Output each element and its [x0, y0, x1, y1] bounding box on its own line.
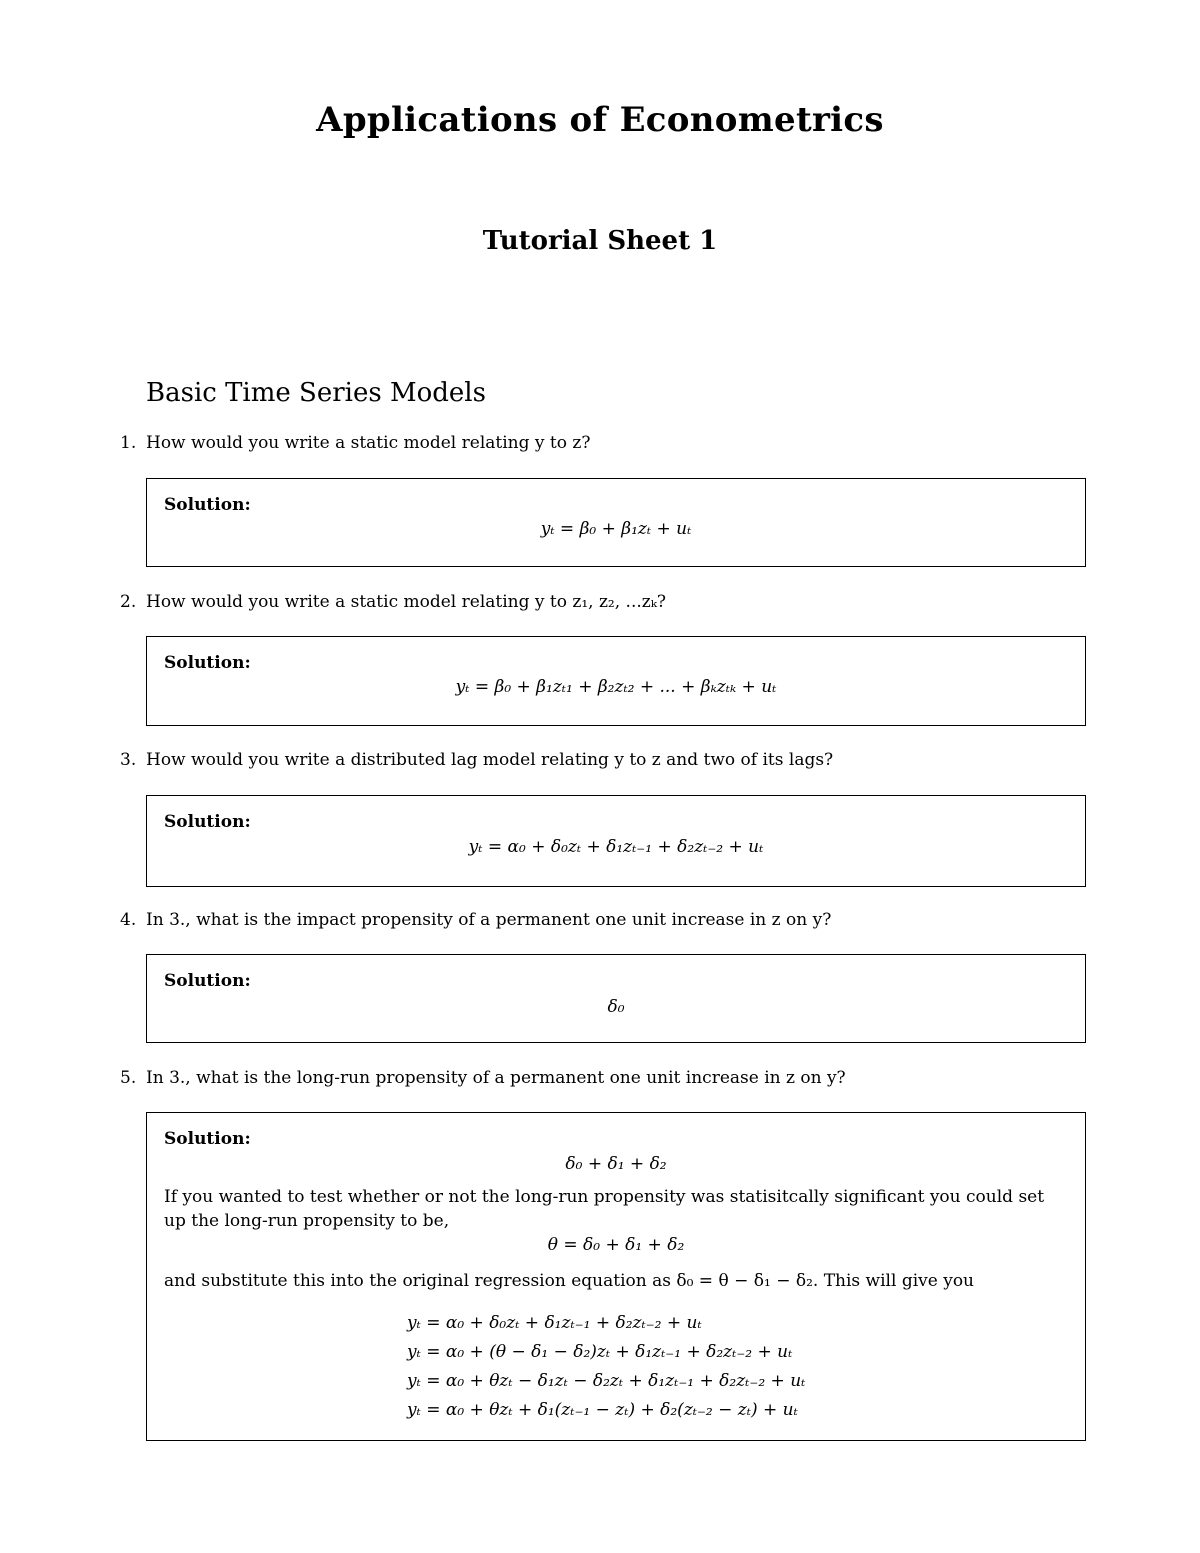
solution-box-5 — [146, 1112, 1086, 1441]
derivation-line: yₜ = α₀ + θzₜ − δ₁zₜ − δ₂zₜ + δ₁zₜ₋₁ + δ₂zₜ₋₂ + uₜ — [407, 1371, 806, 1391]
question-3 — [120, 749, 833, 771]
solution-equation: yₜ = α₀ + δ₀zₜ + δ₁zₜ₋₁ + δ₂zₜ₋₂ + uₜ — [468, 837, 764, 857]
solution-paragraph: and substitute this into the original regression equation as δ₀ = θ − δ₁ − δ₂. This will give you — [164, 1271, 974, 1291]
solution-label: Solution: — [164, 971, 251, 991]
solution-box-4 — [146, 954, 1086, 1043]
solution-equation: δ₀ — [607, 997, 625, 1017]
question-1 — [120, 432, 590, 454]
question-text: In 3., what is the long-run propensity of a permanent one unit increase in z on y? — [146, 1068, 846, 1088]
derivation-line: yₜ = α₀ + (θ − δ₁ − δ₂)zₜ + δ₁zₜ₋₁ + δ₂zₜ₋₂ + uₜ — [407, 1342, 793, 1362]
solution-label: Solution: — [164, 1129, 251, 1149]
question-text: How would you write a static model relating y to z₁, z₂, ...zₖ? — [146, 592, 667, 612]
question-number: 5. — [120, 1068, 137, 1088]
question-number: 3. — [120, 750, 137, 770]
solution-equation: δ₀ + δ₁ + δ₂ — [565, 1154, 667, 1174]
section-heading: Basic Time Series Models — [146, 378, 486, 408]
solution-label: Solution: — [164, 812, 251, 832]
solution-equation-theta: θ = δ₀ + δ₁ + δ₂ — [547, 1235, 685, 1255]
question-5 — [120, 1067, 846, 1089]
question-text: How would you write a static model relating y to z? — [146, 433, 591, 453]
document-subtitle: Tutorial Sheet 1 — [482, 226, 718, 256]
solution-label: Solution: — [164, 653, 251, 673]
solution-equation: yₜ = β₀ + β₁zₜ + uₜ — [540, 519, 692, 539]
solution-box-3 — [146, 795, 1086, 887]
question-4 — [120, 909, 831, 931]
question-number: 1. — [120, 433, 137, 453]
solution-label: Solution: — [164, 495, 251, 515]
question-2 — [120, 591, 666, 613]
question-number: 2. — [120, 592, 137, 612]
question-text: How would you write a distributed lag model relating y to z and two of its lags? — [146, 750, 834, 770]
document-title: Applications of Econometrics — [316, 100, 884, 140]
derivation-block — [407, 1309, 805, 1425]
solution-box-2 — [146, 636, 1086, 726]
solution-equation: yₜ = β₀ + β₁zₜ₁ + β₂zₜ₂ + ... + βₖzₜₖ + uₜ — [455, 677, 777, 697]
question-number: 4. — [120, 910, 137, 930]
question-text: In 3., what is the impact propensity of a permanent one unit increase in z on y? — [146, 910, 832, 930]
solution-box-1 — [146, 478, 1086, 567]
derivation-line: yₜ = α₀ + θzₜ + δ₁(zₜ₋₁ − zₜ) + δ₂(zₜ₋₂ − zₜ) + uₜ — [407, 1400, 798, 1420]
derivation-line: yₜ = α₀ + δ₀zₜ + δ₁zₜ₋₁ + δ₂zₜ₋₂ + uₜ — [407, 1313, 702, 1333]
solution-paragraph: If you wanted to test whether or not the long-run propensity was statisitcally significant you could set up the long-run propensity to be, — [164, 1187, 1045, 1231]
